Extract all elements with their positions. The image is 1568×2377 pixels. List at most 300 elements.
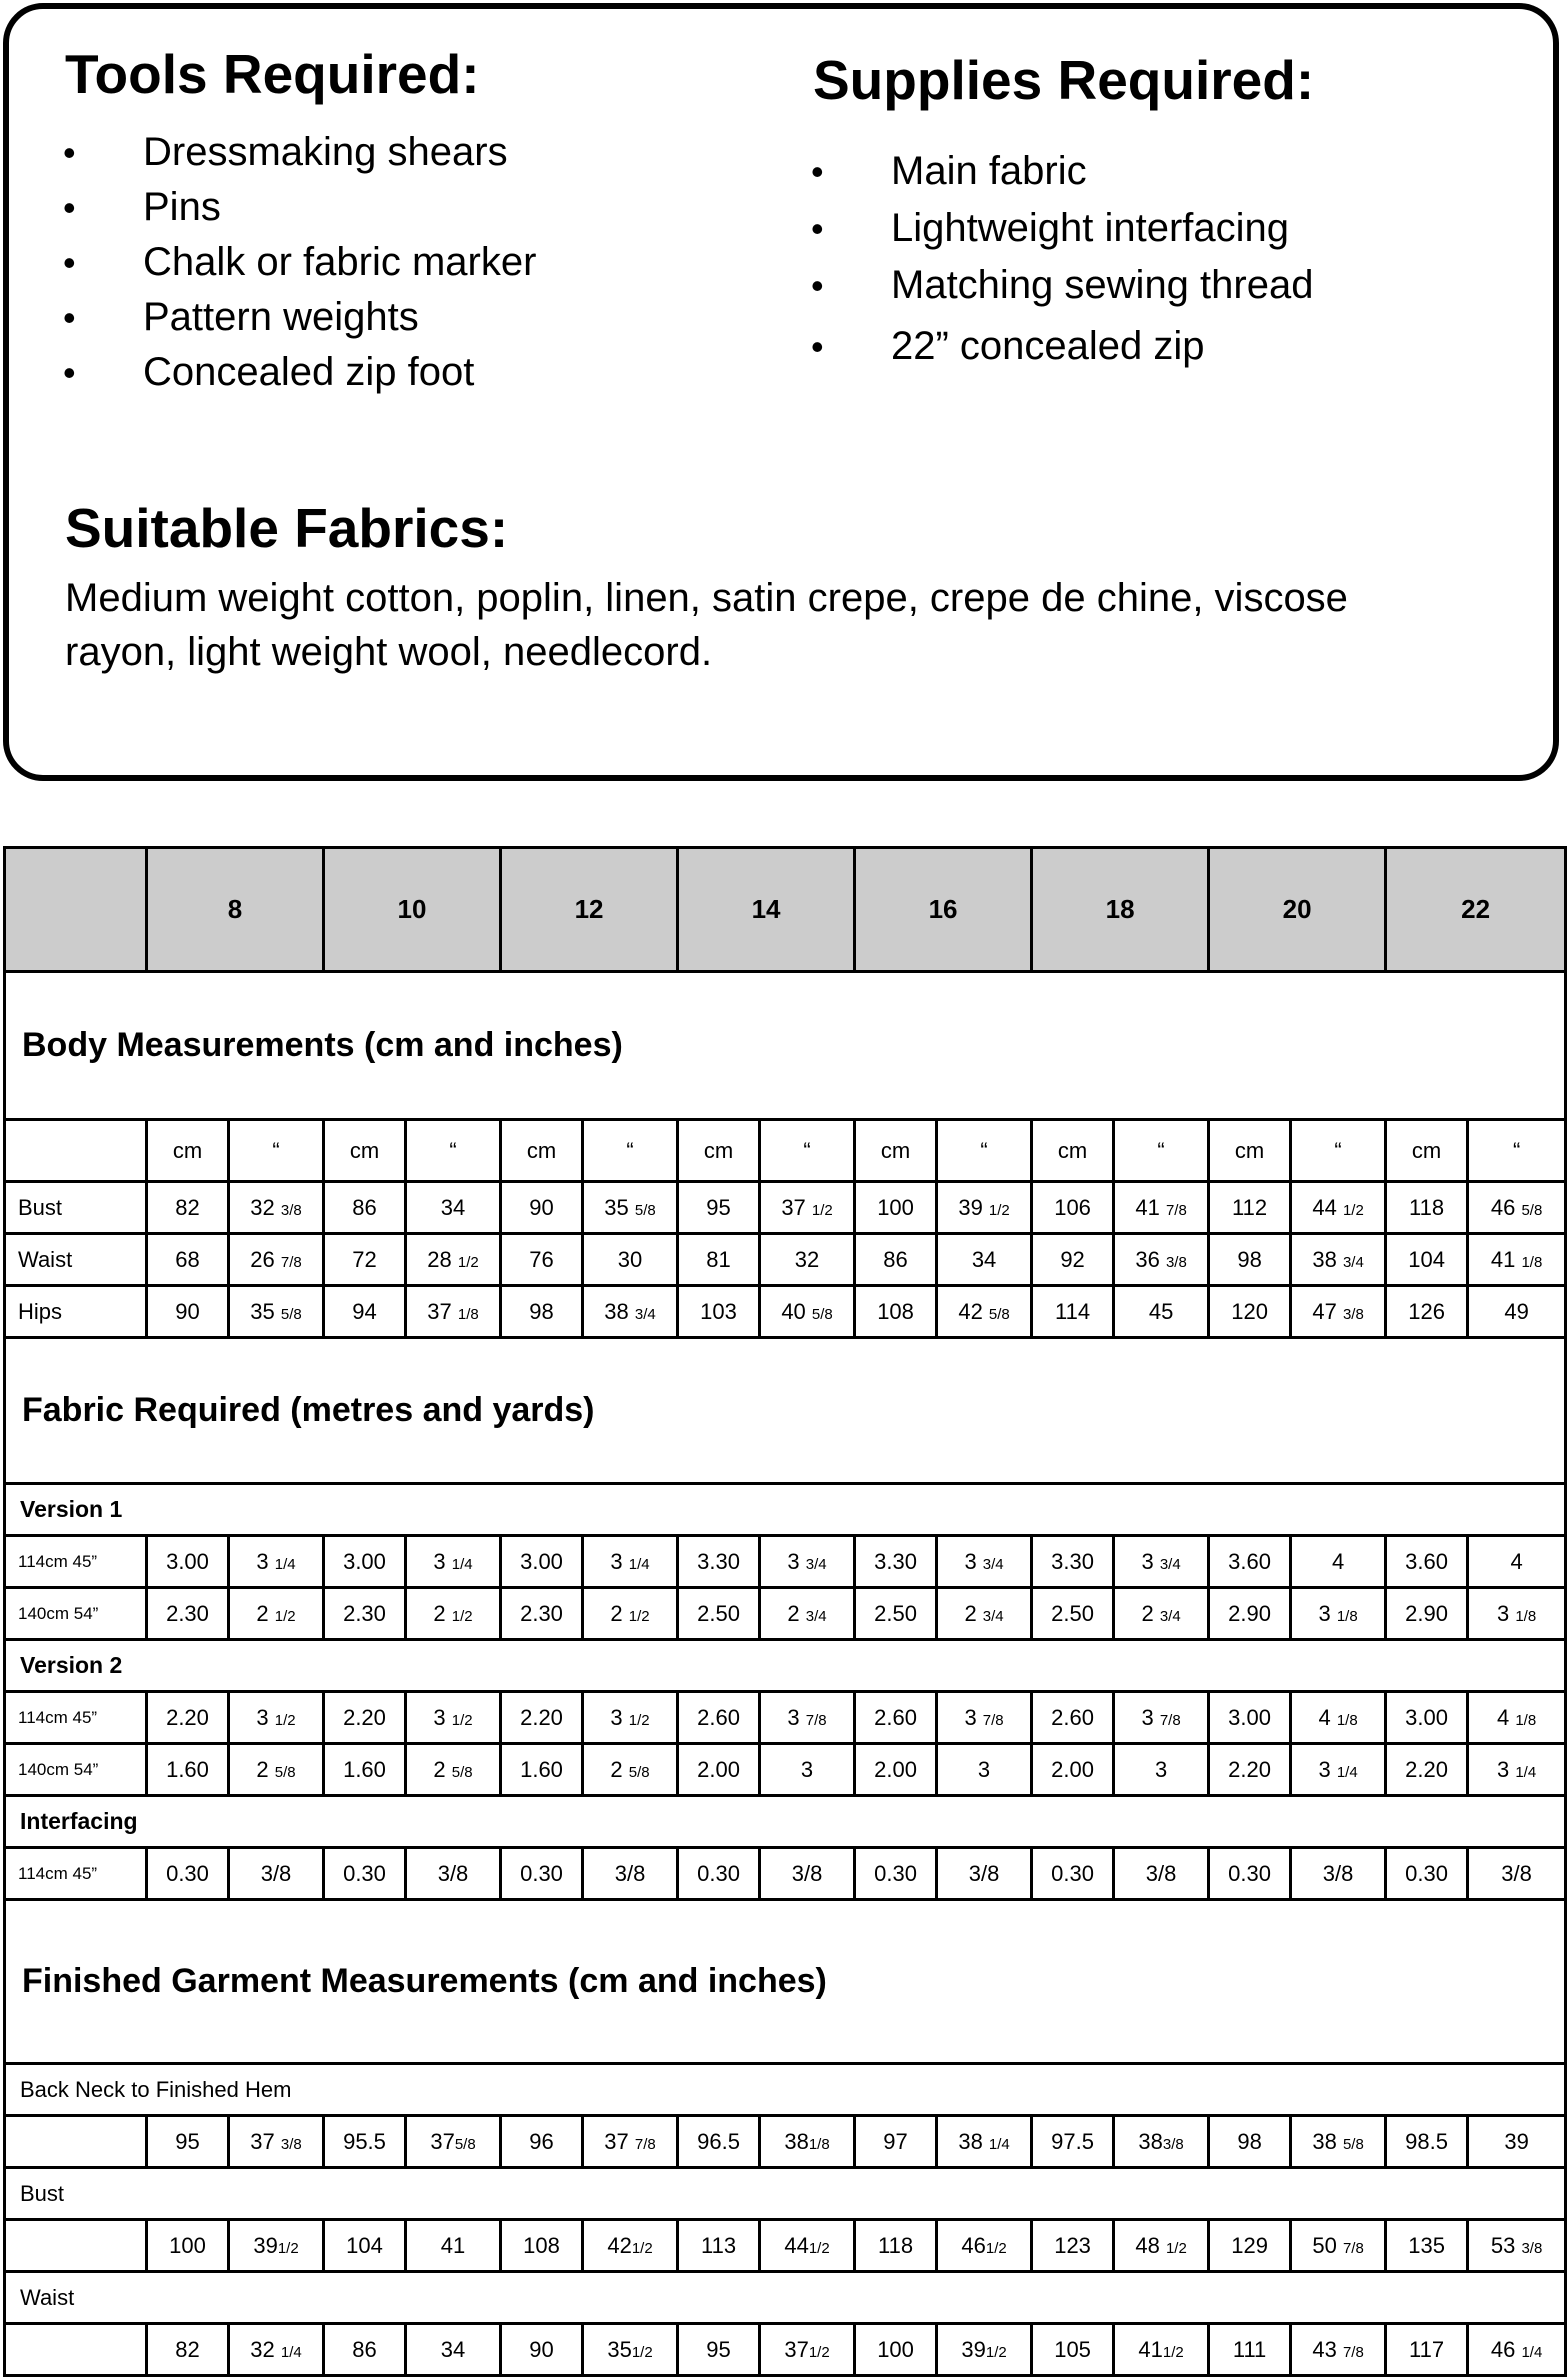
metric-cell: 86 [324, 2324, 406, 2376]
metric-cell: 0.30 [1386, 1848, 1468, 1900]
imperial-whole: 4 [1496, 1704, 1516, 1730]
imperial-cell [937, 2324, 1032, 2376]
metric-cell: 0.30 [855, 1848, 937, 1900]
imperial-fraction: 1/2 [631, 2343, 653, 2361]
imperial-fraction: 5/8 [634, 1201, 656, 1219]
imperial-whole: 3 [787, 1548, 806, 1574]
metric-cell: 2.60 [678, 1692, 760, 1744]
imperial-cell [1114, 1848, 1209, 1900]
imperial-cell [760, 2220, 855, 2272]
imperial-whole: 35 [250, 1298, 281, 1324]
metric-cell: 117 [1386, 2324, 1468, 2376]
size-header-row [5, 848, 1566, 972]
table-row [5, 1692, 1566, 1744]
imperial-whole: 3 [1141, 1548, 1160, 1574]
imperial-cell [760, 1588, 855, 1640]
metric-cell: 2.20 [147, 1692, 229, 1744]
imperial-whole: 2 [610, 1600, 629, 1626]
list-item: • Pins [65, 180, 536, 235]
imperial-cell [229, 2324, 324, 2376]
imperial-whole: 38 [958, 2128, 989, 2154]
imperial-cell [937, 1588, 1032, 1640]
imperial-whole: 3/8 [260, 1860, 292, 1886]
row-label: Bust [5, 1182, 147, 1234]
fabrics-title: Suitable Fabrics: [65, 497, 509, 559]
imperial-whole: 39 [1504, 2128, 1529, 2154]
imperial-cell [1114, 2220, 1209, 2272]
imperial-cell [1114, 1182, 1209, 1234]
imperial-fraction: 5/8 [1342, 2135, 1364, 2153]
metric-cell: 97 [855, 2116, 937, 2168]
imperial-whole: 37 [604, 2128, 635, 2154]
table-row [5, 2220, 1566, 2272]
imperial-fraction: 1/4 [1521, 2343, 1543, 2361]
imperial-cell [760, 2116, 855, 2168]
imperial-fraction: 1/4 [628, 1555, 650, 1573]
imperial-cell [229, 1286, 324, 1338]
unit-cm-cell: cm [855, 1120, 937, 1182]
version-1-row [5, 1484, 1566, 1536]
imperial-fraction: 1/4 [1515, 1763, 1537, 1781]
size-header-cell: 16 [855, 848, 1032, 972]
imperial-cell [1291, 2116, 1386, 2168]
imperial-whole: 3/8 [1501, 1860, 1532, 1886]
imperial-whole: 32 [250, 2336, 281, 2362]
imperial-cell [229, 1234, 324, 1286]
imperial-fraction: 3/8 [1162, 2135, 1184, 2153]
metric-cell: 2.30 [501, 1588, 583, 1640]
metric-cell: 2.30 [147, 1588, 229, 1640]
metric-cell: 3.00 [1386, 1692, 1468, 1744]
imperial-cell [937, 1744, 1032, 1796]
imperial-cell [406, 1234, 501, 1286]
interfacing-row-label: Interfacing [5, 1796, 1566, 1848]
imperial-fraction: 1/2 [457, 1253, 479, 1271]
imperial-whole: 42 [958, 1298, 989, 1324]
row-label [5, 2324, 147, 2376]
metric-cell: 82 [147, 2324, 229, 2376]
imperial-fraction: 1/2 [808, 2239, 830, 2257]
metric-cell: 103 [678, 1286, 760, 1338]
size-header-cell: 22 [1386, 848, 1566, 972]
metric-cell: 98 [1209, 1234, 1291, 1286]
metric-cell: 3.00 [1209, 1692, 1291, 1744]
imperial-cell [1114, 1588, 1209, 1640]
imperial-whole: 41 [1138, 2336, 1163, 2362]
imperial-whole: 38 [1138, 2128, 1163, 2154]
imperial-fraction: 1/2 [811, 1201, 833, 1219]
imperial-fraction: 1/2 [1162, 2343, 1184, 2361]
metric-cell: 81 [678, 1234, 760, 1286]
imperial-fraction: 3/4 [634, 1305, 656, 1323]
imperial-cell [1114, 1692, 1209, 1744]
measurement-label: Back Neck to Finished Hem [5, 2064, 1566, 2116]
row-label: 114cm 45” [5, 1848, 147, 1900]
imperial-cell [937, 1234, 1032, 1286]
unit-row [5, 1120, 1566, 1182]
imperial-cell [1468, 1848, 1566, 1900]
imperial-whole: 3 [787, 1704, 806, 1730]
imperial-whole: 39 [961, 2336, 986, 2362]
imperial-cell [583, 1536, 678, 1588]
imperial-whole: 4 [1318, 1704, 1337, 1730]
imperial-fraction: 7/8 [1342, 2343, 1364, 2361]
imperial-fraction: 1/8 [457, 1305, 479, 1323]
fabric-required-heading [5, 1338, 1566, 1484]
requirements-box [3, 3, 1559, 781]
list-item: • Chalk or fabric marker [65, 235, 536, 290]
table-row [5, 1588, 1566, 1640]
imperial-cell [937, 1536, 1032, 1588]
imperial-cell [1468, 2116, 1566, 2168]
imperial-cell [937, 2220, 1032, 2272]
imperial-whole: 2 [787, 1600, 806, 1626]
imperial-fraction: 3/4 [805, 1555, 827, 1573]
imperial-fraction: 3/4 [982, 1607, 1004, 1625]
measurement-label-row [5, 2168, 1566, 2220]
imperial-whole: 35 [607, 2336, 632, 2362]
metric-cell: 113 [678, 2220, 760, 2272]
finished-garment-heading [5, 1900, 1566, 2064]
imperial-whole: 53 [1490, 2232, 1522, 2258]
imperial-fraction: 5/8 [988, 1305, 1010, 1323]
imperial-whole: 4 [1510, 1548, 1523, 1574]
imperial-fraction: 1/2 [985, 2239, 1007, 2257]
imperial-fraction: 5/8 [628, 1763, 650, 1781]
unit-inch-cell: “ [583, 1120, 678, 1182]
imperial-whole: 39 [253, 2232, 278, 2258]
imperial-fraction: 1/4 [451, 1555, 473, 1573]
metric-cell: 98 [1209, 2116, 1291, 2168]
imperial-whole: 38 [604, 1298, 635, 1324]
imperial-fraction: 1/8 [1515, 1607, 1537, 1625]
metric-cell: 2.60 [1032, 1692, 1114, 1744]
metric-cell: 90 [147, 1286, 229, 1338]
imperial-whole: 41 [440, 2232, 466, 2258]
metric-cell: 0.30 [1032, 1848, 1114, 1900]
imperial-fraction: 3/8 [1342, 1305, 1364, 1323]
imperial-whole: 46 [1490, 2336, 1522, 2362]
metric-cell: 2.50 [855, 1588, 937, 1640]
imperial-cell [1114, 1286, 1209, 1338]
size-header-cell: 12 [501, 848, 678, 972]
tools-title: Tools Required: [65, 43, 480, 105]
imperial-whole: 28 [427, 1246, 458, 1272]
metric-cell: 112 [1209, 1182, 1291, 1234]
imperial-fraction: 1/2 [628, 1711, 650, 1729]
imperial-cell [229, 1182, 324, 1234]
imperial-cell [1291, 1182, 1386, 1234]
row-label: 140cm 54” [5, 1744, 147, 1796]
imperial-whole: 26 [250, 1246, 281, 1272]
imperial-cell [1114, 1536, 1209, 1588]
metric-cell: 129 [1209, 2220, 1291, 2272]
metric-cell: 86 [324, 1182, 406, 1234]
imperial-cell [406, 1848, 501, 1900]
imperial-whole: 37 [784, 2336, 809, 2362]
imperial-whole: 3/8 [1322, 1860, 1354, 1886]
imperial-fraction: 1/2 [808, 2343, 830, 2361]
imperial-cell [760, 1536, 855, 1588]
metric-cell: 2.60 [855, 1692, 937, 1744]
imperial-fraction: 1/8 [1336, 1711, 1358, 1729]
imperial-cell [760, 1692, 855, 1744]
unit-cm-cell: cm [501, 1120, 583, 1182]
imperial-cell [760, 1848, 855, 1900]
imperial-fraction: 1/2 [451, 1607, 473, 1625]
imperial-cell [229, 1588, 324, 1640]
imperial-whole: 34 [440, 1194, 466, 1220]
imperial-cell [406, 1588, 501, 1640]
imperial-cell [1468, 2220, 1566, 2272]
imperial-cell [1114, 1234, 1209, 1286]
metric-cell: 86 [855, 1234, 937, 1286]
imperial-cell [937, 1182, 1032, 1234]
imperial-cell [937, 1692, 1032, 1744]
imperial-whole: 3/8 [1145, 1860, 1177, 1886]
metric-cell: 3.00 [324, 1536, 406, 1588]
header-corner-cell [5, 848, 147, 972]
metric-cell: 100 [855, 1182, 937, 1234]
imperial-whole: 36 [1135, 1246, 1166, 1272]
imperial-fraction: 3/8 [280, 1201, 302, 1219]
metric-cell: 0.30 [324, 1848, 406, 1900]
metric-cell: 2.50 [1032, 1588, 1114, 1640]
metric-cell: 3.00 [501, 1536, 583, 1588]
imperial-cell [1114, 1744, 1209, 1796]
imperial-cell [1468, 2324, 1566, 2376]
imperial-whole: 2 [433, 1756, 452, 1782]
imperial-cell [583, 1692, 678, 1744]
row-label: Hips [5, 1286, 147, 1338]
imperial-cell [1468, 1588, 1566, 1640]
metric-cell: 2.20 [1209, 1744, 1291, 1796]
imperial-whole: 41 [1490, 1246, 1522, 1272]
metric-cell: 114 [1032, 1286, 1114, 1338]
imperial-whole: 45 [1148, 1298, 1174, 1324]
tools-list [65, 125, 536, 400]
imperial-fraction: 1/2 [277, 2239, 299, 2257]
imperial-cell [583, 1588, 678, 1640]
imperial-whole: 2 [964, 1600, 983, 1626]
imperial-whole: 3 [964, 1548, 983, 1574]
table-row [5, 1182, 1566, 1234]
body-measurements-heading-title: Body Measurements (cm and inches) [5, 972, 1566, 1120]
imperial-cell [1468, 1692, 1566, 1744]
imperial-fraction: 5/8 [280, 1305, 302, 1323]
imperial-cell [406, 1536, 501, 1588]
imperial-whole: 3 [610, 1704, 629, 1730]
list-item: • Lightweight interfacing [813, 200, 1314, 257]
imperial-whole: 34 [440, 2336, 466, 2362]
metric-cell: 3.30 [1032, 1536, 1114, 1588]
imperial-cell [760, 1744, 855, 1796]
imperial-cell [583, 2324, 678, 2376]
imperial-fraction: 1/4 [274, 1555, 296, 1573]
imperial-cell [583, 2220, 678, 2272]
imperial-whole: 32 [794, 1246, 820, 1272]
metric-cell: 2.50 [678, 1588, 760, 1640]
unit-inch-cell: “ [1468, 1120, 1566, 1182]
list-item: • Main fabric [813, 143, 1314, 200]
metric-cell: 92 [1032, 1234, 1114, 1286]
imperial-whole: 43 [1312, 2336, 1343, 2362]
imperial-cell [760, 1286, 855, 1338]
fabric-required-heading-title: Fabric Required (metres and yards) [5, 1338, 1566, 1484]
metric-cell: 111 [1209, 2324, 1291, 2376]
metric-cell: 2.00 [855, 1744, 937, 1796]
imperial-fraction: 1/2 [451, 1711, 473, 1729]
fabrics-text: Medium weight cotton, poplin, linen, satin crepe, crepe de chine, viscose rayon, light weight wool, needlecord. [65, 576, 1348, 674]
imperial-cell [1291, 1234, 1386, 1286]
imperial-cell [406, 1744, 501, 1796]
list-item: • Matching sewing thread [813, 257, 1314, 314]
metric-cell: 2.20 [324, 1692, 406, 1744]
unit-inch-cell: “ [937, 1120, 1032, 1182]
fabrics-section [65, 493, 1465, 679]
version-2-row-label: Version 2 [5, 1640, 1566, 1692]
imperial-cell [229, 1536, 324, 1588]
imperial-fraction: 1/8 [1336, 1607, 1358, 1625]
imperial-whole: 3/8 [968, 1860, 1000, 1886]
interfacing-row [5, 1796, 1566, 1848]
imperial-fraction: 5/8 [811, 1305, 833, 1323]
tools-section [65, 39, 536, 400]
imperial-cell [406, 2220, 501, 2272]
imperial-cell [1291, 1848, 1386, 1900]
metric-cell: 104 [1386, 1234, 1468, 1286]
list-item: • Pattern weights [65, 290, 536, 345]
imperial-cell [1291, 1286, 1386, 1338]
size-header-cell: 20 [1209, 848, 1386, 972]
imperial-whole: 38 [784, 2128, 809, 2154]
imperial-whole: 46 [961, 2232, 986, 2258]
metric-cell: 0.30 [678, 1848, 760, 1900]
row-label [5, 2116, 147, 2168]
imperial-cell [1468, 1744, 1566, 1796]
size-header-cell: 10 [324, 848, 501, 972]
imperial-fraction: 3/8 [280, 2135, 302, 2153]
imperial-whole: 3/8 [614, 1860, 646, 1886]
metric-cell: 3.30 [678, 1536, 760, 1588]
table-row [5, 1848, 1566, 1900]
metric-cell: 94 [324, 1286, 406, 1338]
imperial-whole: 35 [604, 1194, 635, 1220]
metric-cell: 123 [1032, 2220, 1114, 2272]
measurement-label-row [5, 2064, 1566, 2116]
metric-cell: 120 [1209, 1286, 1291, 1338]
imperial-fraction: 7/8 [1165, 1201, 1187, 1219]
imperial-cell [406, 2324, 501, 2376]
imperial-whole: 3 [800, 1756, 814, 1782]
metric-cell: 2.00 [678, 1744, 760, 1796]
version-1-row-label: Version 1 [5, 1484, 1566, 1536]
imperial-whole: 2 [433, 1600, 452, 1626]
metric-cell: 90 [501, 2324, 583, 2376]
metric-cell: 97.5 [1032, 2116, 1114, 2168]
imperial-fraction: 7/8 [982, 1711, 1004, 1729]
size-header-cell: 14 [678, 848, 855, 972]
imperial-fraction: 5/8 [1521, 1201, 1543, 1219]
metric-cell: 2.90 [1386, 1588, 1468, 1640]
unit-cm-cell: cm [1209, 1120, 1291, 1182]
unit-inch-cell: “ [1291, 1120, 1386, 1182]
metric-cell: 2.20 [501, 1692, 583, 1744]
imperial-cell [406, 1286, 501, 1338]
imperial-cell [229, 1744, 324, 1796]
imperial-cell [937, 1848, 1032, 1900]
imperial-whole: 3 [1318, 1600, 1337, 1626]
imperial-whole: 44 [1312, 1194, 1343, 1220]
supplies-list [813, 143, 1314, 375]
metric-cell: 108 [501, 2220, 583, 2272]
measurement-label: Bust [5, 2168, 1566, 2220]
metric-cell: 0.30 [501, 1848, 583, 1900]
imperial-fraction: 7/8 [805, 1711, 827, 1729]
imperial-fraction: 7/8 [634, 2135, 656, 2153]
imperial-cell [1291, 1744, 1386, 1796]
unit-inch-cell: “ [406, 1120, 501, 1182]
imperial-fraction: 1/2 [985, 2343, 1007, 2361]
metric-cell: 2.30 [324, 1588, 406, 1640]
row-label: Waist [5, 1234, 147, 1286]
imperial-cell [583, 1848, 678, 1900]
imperial-whole: 48 [1135, 2232, 1166, 2258]
imperial-whole: 41 [1135, 1194, 1166, 1220]
metric-cell: 2.00 [1032, 1744, 1114, 1796]
metric-cell: 98 [501, 1286, 583, 1338]
metric-cell: 106 [1032, 1182, 1114, 1234]
imperial-whole: 3 [1496, 1600, 1516, 1626]
imperial-fraction: 3/4 [1159, 1607, 1181, 1625]
imperial-cell [760, 1234, 855, 1286]
imperial-fraction: 7/8 [1159, 1711, 1181, 1729]
supplies-title: Supplies Required: [813, 49, 1315, 111]
unit-inch-cell: “ [1114, 1120, 1209, 1182]
metric-cell: 105 [1032, 2324, 1114, 2376]
imperial-fraction: 3/8 [1165, 1253, 1187, 1271]
imperial-fraction: 1/8 [808, 2135, 830, 2153]
imperial-fraction: 1/2 [988, 1201, 1010, 1219]
imperial-whole: 3/8 [437, 1860, 469, 1886]
imperial-whole: 3/8 [791, 1860, 823, 1886]
imperial-cell [937, 2116, 1032, 2168]
metric-cell: 95 [147, 2116, 229, 2168]
imperial-whole: 3 [964, 1704, 983, 1730]
metric-cell: 98.5 [1386, 2116, 1468, 2168]
imperial-fraction: 1/2 [628, 1607, 650, 1625]
metric-cell: 0.30 [147, 1848, 229, 1900]
imperial-whole: 3 [1141, 1704, 1160, 1730]
unit-cm-cell: cm [324, 1120, 406, 1182]
imperial-whole: 37 [427, 1298, 458, 1324]
metric-cell: 104 [324, 2220, 406, 2272]
list-item: • 22” concealed zip [813, 318, 1314, 375]
metric-cell: 1.60 [324, 1744, 406, 1796]
imperial-whole: 3 [433, 1704, 452, 1730]
imperial-whole: 47 [1312, 1298, 1343, 1324]
imperial-cell [760, 1182, 855, 1234]
imperial-cell [1114, 2324, 1209, 2376]
imperial-cell [583, 1286, 678, 1338]
imperial-cell [229, 2220, 324, 2272]
imperial-whole: 2 [1141, 1600, 1160, 1626]
imperial-whole: 37 [430, 2128, 455, 2154]
imperial-whole: 50 [1312, 2232, 1343, 2258]
imperial-whole: 2 [610, 1756, 629, 1782]
imperial-fraction: 3/4 [1342, 1253, 1364, 1271]
metric-cell: 3.30 [855, 1536, 937, 1588]
